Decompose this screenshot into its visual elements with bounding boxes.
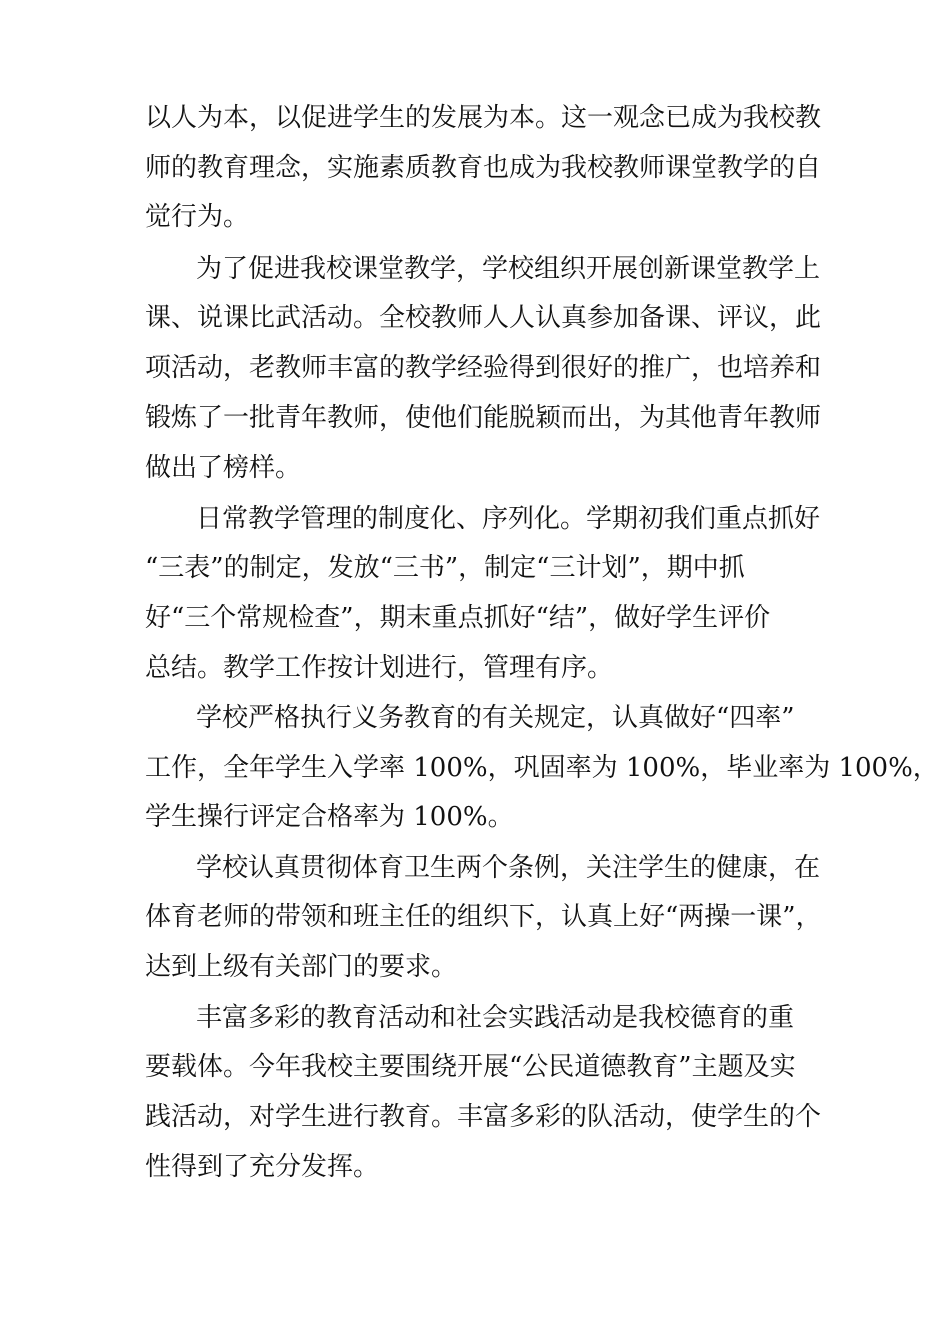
paragraph-4-line-1: 学校严格执行义务教育的有关规定，认真做好“四率”	[196, 703, 795, 733]
paragraph-2-line-2: 课、说课比武活动。全校教师人人认真参加备课、评议，此	[145, 303, 822, 333]
paragraph-3-line-4: 总结。教学工作按计划进行，管理有序。	[145, 653, 614, 683]
paragraph-3-line-2: “三表”的制定，发放“三书”，制定“三计划”，期中抓	[145, 553, 745, 583]
paragraph-6-line-4: 性得到了充分发挥。	[145, 1152, 380, 1182]
paragraph-3-line-1: 日常教学管理的制度化、序列化。学期初我们重点抓好	[196, 504, 821, 534]
paragraph-1-line-2: 师的教育理念，实施素质教育也成为我校教师课堂教学的自	[145, 153, 822, 183]
paragraph-1-line-1: 以人为本，以促进学生的发展为本。这一观念已成为我校教	[145, 103, 822, 133]
paragraph-3-line-3: 好“三个常规检查”，期末重点抓好“结”，做好学生评价	[145, 603, 771, 633]
paragraph-4-line-2: 工作，全年学生入学率 100%，巩固率为 100%，毕业率为 100%，	[145, 753, 939, 783]
paragraph-2-line-4: 锻炼了一批青年教师，使他们能脱颖而出，为其他青年教师	[145, 403, 822, 433]
paragraph-6-line-2: 要载体。今年我校主要围绕开展“公民道德教育”主题及实	[145, 1052, 796, 1082]
paragraph-6-line-1: 丰富多彩的教育活动和社会实践活动是我校德育的重	[196, 1003, 795, 1033]
paragraph-5-line-2: 体育老师的带领和班主任的组织下，认真上好“两操一课”，	[145, 902, 822, 932]
paragraph-2-line-1: 为了促进我校课堂教学，学校组织开展创新课堂教学上	[196, 254, 821, 284]
paragraph-5-line-3: 达到上级有关部门的要求。	[145, 952, 458, 982]
paragraph-4-line-3: 学生操行评定合格率为 100%。	[145, 802, 514, 832]
paragraph-5-line-1: 学校认真贯彻体育卫生两个条例，关注学生的健康，在	[196, 853, 821, 883]
paragraph-6-line-3: 践活动，对学生进行教育。丰富多彩的队活动，使学生的个	[145, 1102, 822, 1132]
paragraph-1-line-3: 觉行为。	[145, 202, 250, 232]
paragraph-2-line-3: 项活动，老教师丰富的教学经验得到很好的推广，也培养和	[145, 353, 822, 383]
paragraph-2-line-5: 做出了榜样。	[145, 453, 302, 483]
